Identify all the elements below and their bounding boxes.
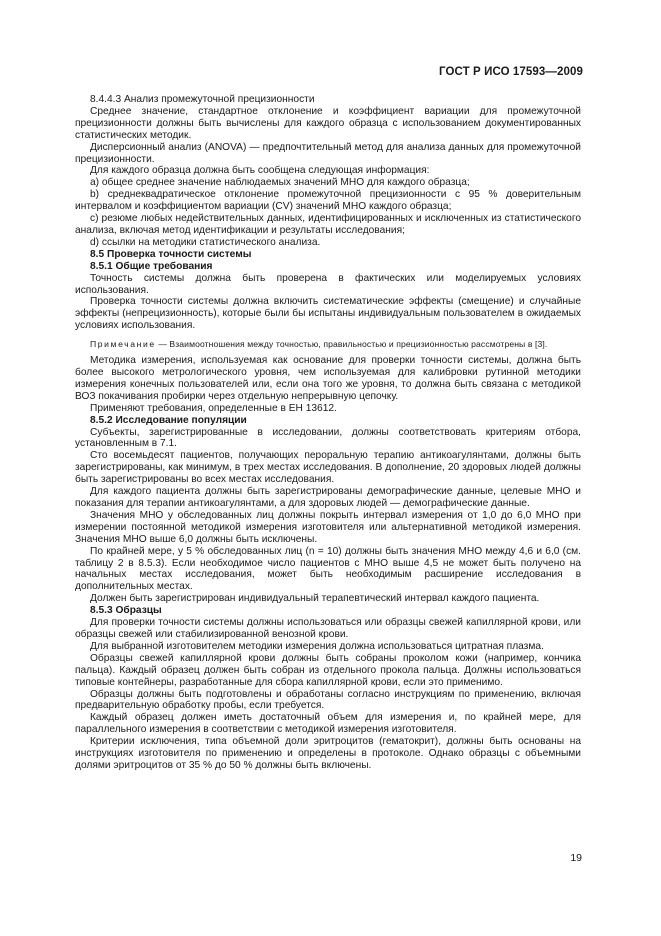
paragraph: Образцы должны быть подготовлены и обработаны согласно инструкциям по применению, включая предварительную обработку пробы, если требуется. <box>75 688 581 712</box>
section-heading-8-5-2: 8.5.2 Исследование популяции <box>90 414 247 426</box>
list-item: d) ссылки на методики статистического анализа. <box>90 236 321 248</box>
paragraph: Для каждого образца должна быть сообщена следующая информация: <box>90 165 430 177</box>
page-number: 19 <box>570 852 582 864</box>
list-item: c) резюме любых недействительных данных, идентифицированных и исключенных из статистического анализа, включая метод идентификации и результаты исследования; <box>75 213 581 236</box>
note-text: — Взаимоотношения между точностью, правильностью и прецизионностью рассмотрены в [3]. <box>155 339 548 350</box>
section-heading-8-5-1: 8.5.1 Общие требования <box>90 260 213 272</box>
paragraph: Сто восемьдесят пациентов, получающих пероральную терапию антикоагулянтами, должны быть зарегистрированы, как минимум, в трех местах исследования. В дополнение, 20 здоровых людей должны быть зарегистрированы во всех местах исследования. <box>75 450 581 486</box>
list-item: a) общее среднее значение наблюдаемых значений МНО для каждого образца; <box>90 177 470 189</box>
paragraph: Среднее значение, стандартное отклонение и коэффициент вариации для промежуточной прецизионности должны быть вычислены для каждого образца с использованием документированных статистических методик. <box>75 105 581 141</box>
paragraph: По крайней мере, у 5 % обследованных лиц (n = 10) должны быть значения МНО между 4,6 и 6,0 (см. таблицу 2 в 8.5.3). Если необходимое число пациентов с МНО выше 4,5 не может быть получено на начальных местах исследования, может быть необходимым расширение исследования в дополнительных местах. <box>75 545 581 593</box>
paragraph: Значения МНО у обследованных лиц должны покрыть интервал измерения от 1,0 до 6,0 МНО при измерении постоянной методикой измерения изготовителя или альтернативной методикой измерения. Значения МНО выше 6,0 должны быть исключены. <box>75 509 581 545</box>
section-heading-8-5: 8.5 Проверка точности системы <box>90 248 252 260</box>
list-item: b) среднеквадратическое отклонение промежуточной прецизионности с 95 % доверительным интервалом и коэффициентом вариации (CV) значений МНО каждого образца; <box>75 189 581 213</box>
paragraph: Применяют требования, определенные в ЕН 13612. <box>90 402 337 414</box>
section-heading-8-5-3: 8.5.3 Образцы <box>90 605 162 617</box>
paragraph: Для каждого пациента должны быть зарегистрированы демографические данные, целевые МНО и показания для терапии антикоагулянтами, а для здоровых людей — демографические данные. <box>75 486 581 509</box>
paragraph: Дисперсионный анализ (ANOVA) — предпочтительный метод для анализа данных для промежуточной прецизионности. <box>75 141 581 165</box>
paragraph: Для выбранной изготовителем методики измерения должна использоваться цитратная плазма. <box>90 640 544 652</box>
paragraph: Должен быть зарегистрирован индивидуальный терапевтический интервал каждого пациента. <box>90 593 540 605</box>
paragraph: Критерии исключения, типа объемной доли эритроцитов (гематокрит), должны быть основаны на инструкциях изготовителя по применению и определены в протоколе. Однако образцы с объемными долями эритроцитов от 35 % до 50 % должны быть включены. <box>75 736 581 771</box>
standard-designation: ГОСТ Р ИСО 17593—2009 <box>438 66 583 78</box>
note <box>75 339 581 350</box>
paragraph: Субъекты, зарегистрированные в исследовании, должны соответствовать критериям отбора, установленным в 7.1. <box>75 426 581 450</box>
note-label: Примечание <box>90 339 156 350</box>
paragraph: Точность системы должна быть проверена в фактических или моделируемых условиях использования. <box>75 272 581 296</box>
page-body <box>75 94 581 772</box>
paragraph: Проверка точности системы должна включить систематические эффекты (смещение) и случайные эффекты (непрецизионность), которые были бы испытаны индивидуальным пользователем в ожидаемых условиях использования. <box>75 296 581 332</box>
paragraph: Каждый образец должен иметь достаточный объем для измерения и, по крайней мере, для параллельного измерения в соответствии с методикой измерения изготовителя. <box>75 712 581 736</box>
section-heading-8-4-4-3: 8.4.4.3 Анализ промежуточной прецизионности <box>90 94 315 105</box>
paragraph: Для проверки точности системы должны использоваться или образцы свежей капиллярной крови, или образцы свежей или стабилизированной венозной крови. <box>75 617 581 640</box>
paragraph: Методика измерения, используемая как основание для проверки точности системы, должна быть более высокого метрологического уровня, чем используемая для калибровки рутинной методики измерения конечных пользователей или, если она того же уровня, то должна быть связана с методикой ВОЗ покачивания пробирки через отдельную непрерывную цепочку. <box>75 355 581 402</box>
paragraph: Образцы свежей капиллярной крови должны быть собраны проколом кожи (например, кончика пальца). Каждый образец должен быть собран из отдельного прокола пальца. Должны использоваться типовые контейнеры, разработанные для сбора капиллярной крови, если это применимо. <box>75 652 581 688</box>
